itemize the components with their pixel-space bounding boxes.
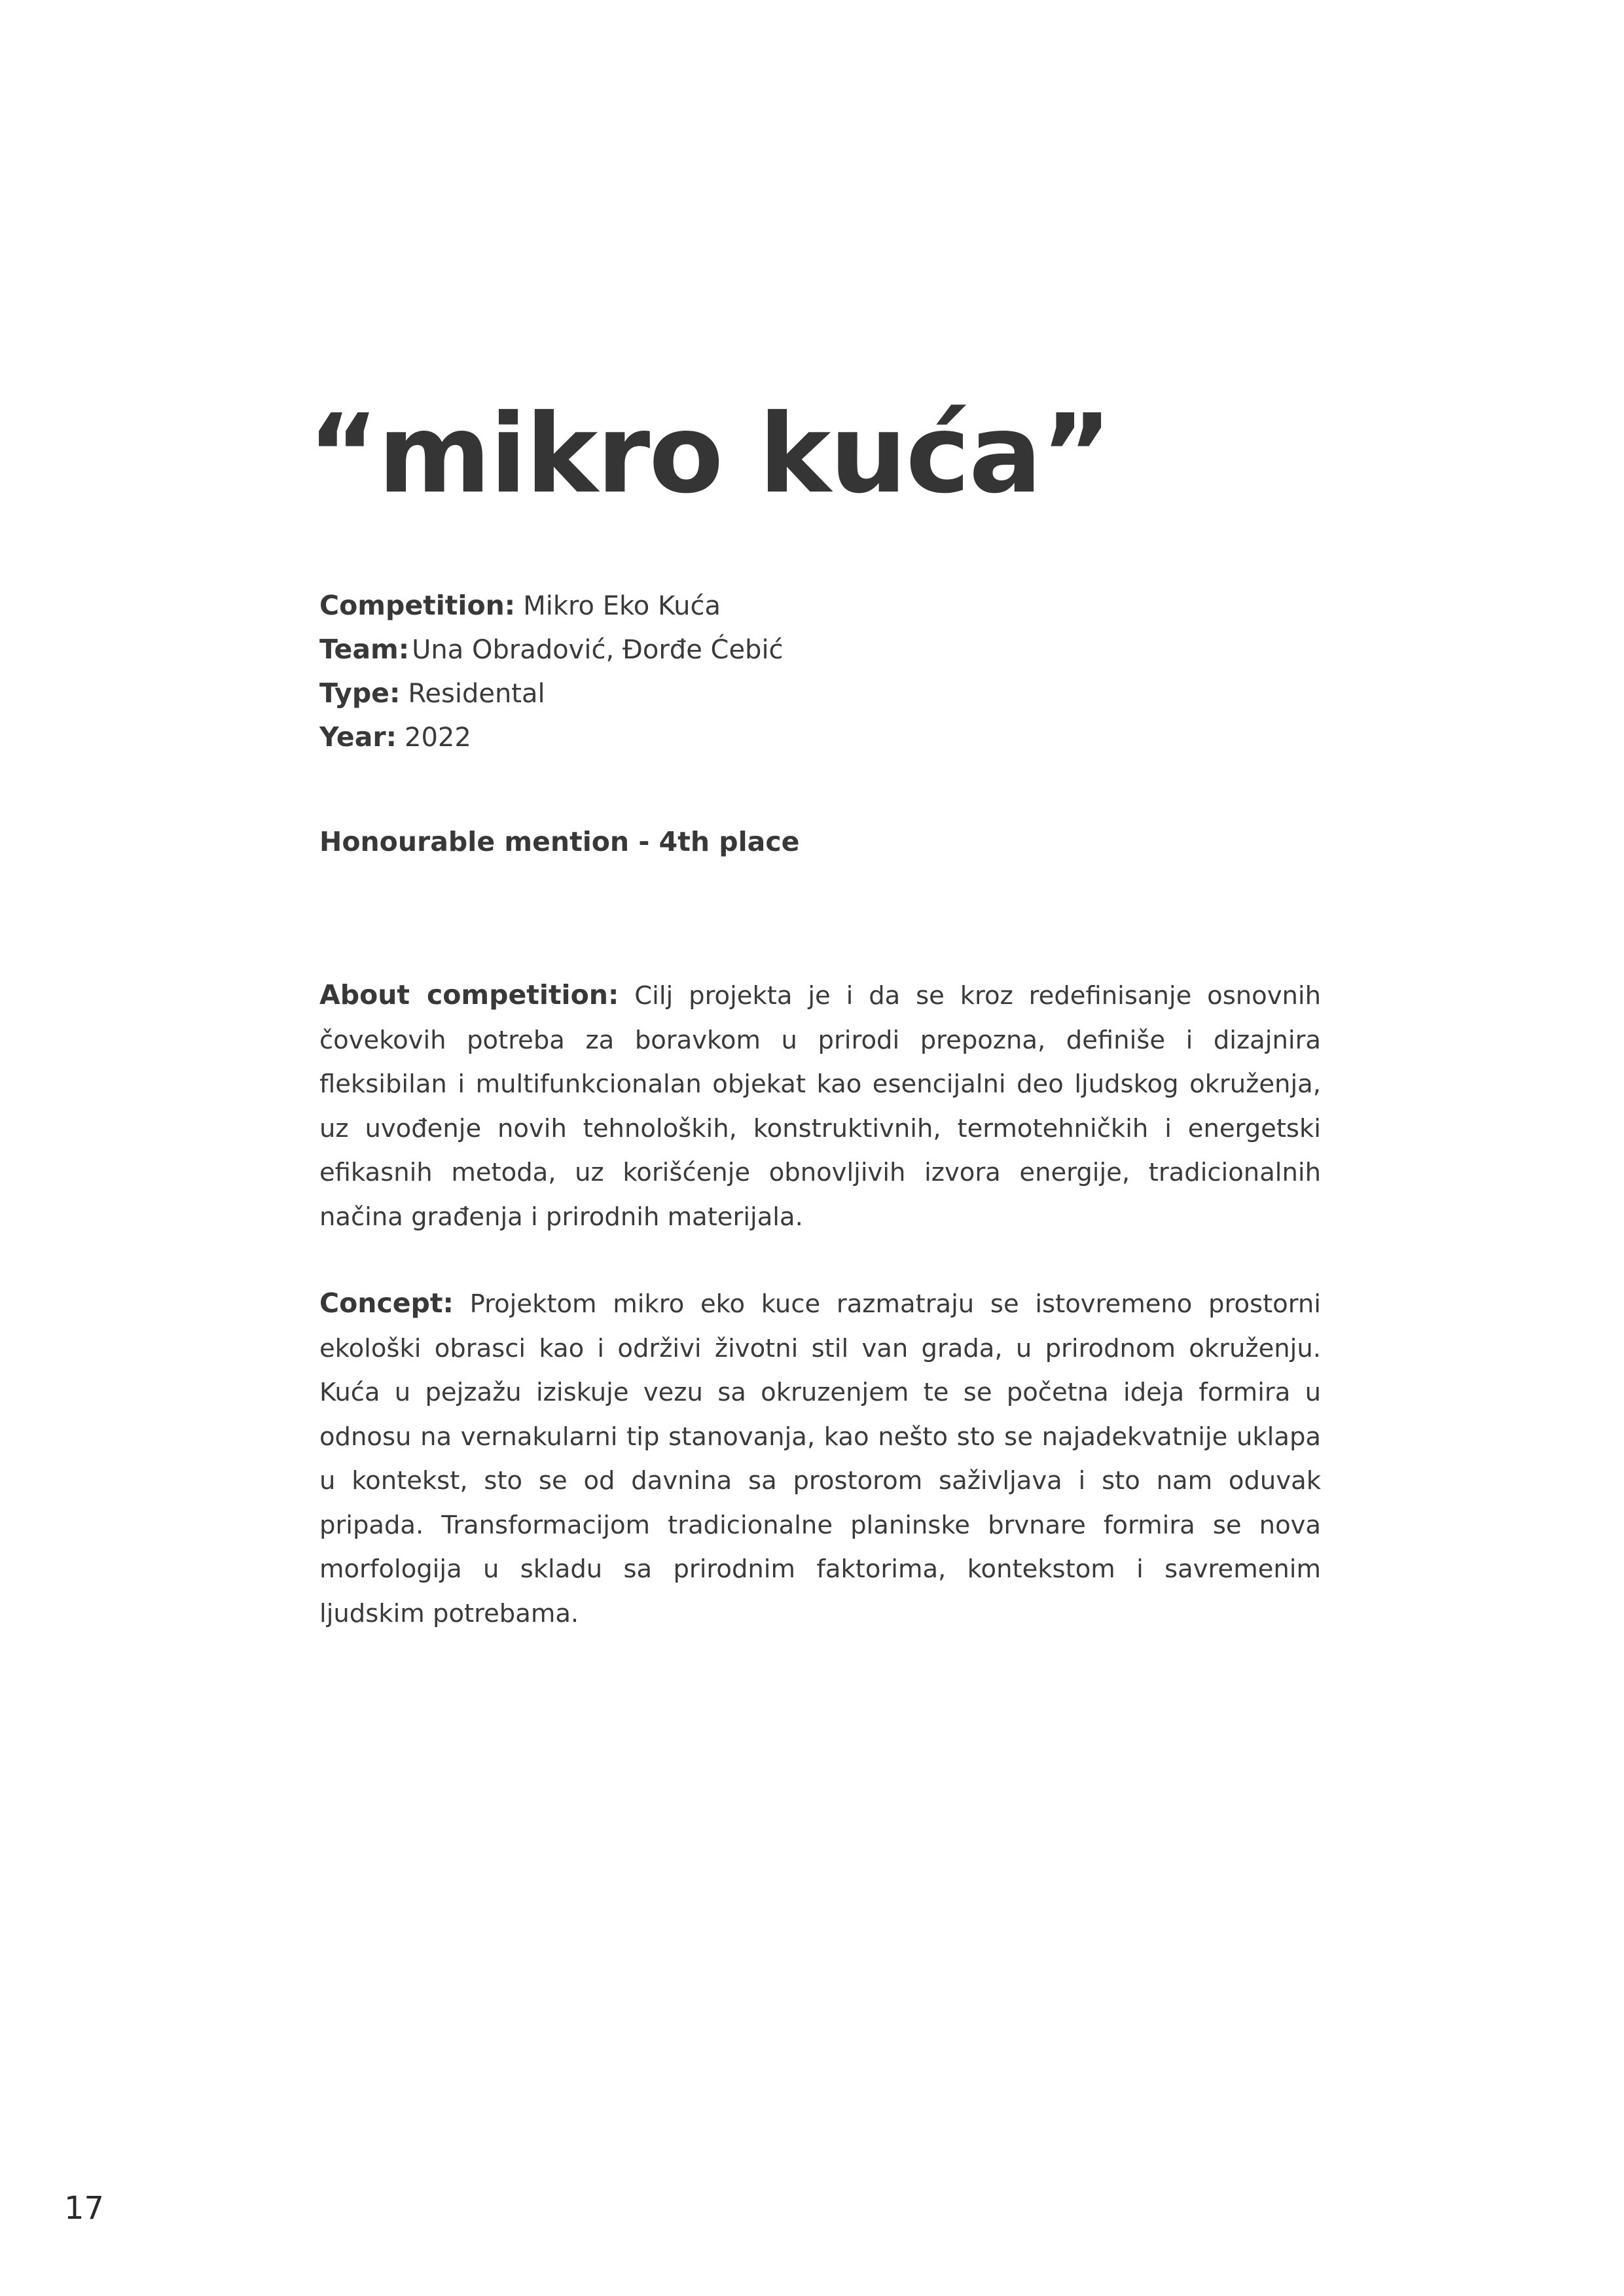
award-text: Honourable mention - 4th place [319,826,800,857]
competition-value: Mikro Eko Kuća [523,591,721,621]
concept-label: Concept: [319,1287,454,1319]
concept-text: Projektom mikro eko kuce razmatraju se istovremeno prostorni ekološki obrasci kao i održivi životni stil van grada, u prirodnom okruženju. Kuća u pejzažu iziskuje vezu sa okruzenjem te se početna ideja formira u odnosu na vernakularni tip stanovanja, kao nešto sto se najadekvatnije uklapa u kontekst, sto se od davnina sa prostorom saživljava i sto nam oduvak pripada. Transformacijom tradicionalne planinske brvnare formira se nova morfologija u skladu sa prirodnim faktorima, kontekstom i savremenim ljudskim potrebama. [319,1289,1321,1628]
meta-year [319,715,1367,759]
project-meta [319,584,1367,759]
about-competition-label: About competition: [319,979,619,1011]
about-competition-paragraph [319,973,1321,1239]
team-label: Team: [319,634,410,665]
meta-type [319,672,1367,715]
competition-label: Competition: [319,590,516,621]
team-value: Una Obradović, Đorđe Ćebić [412,635,784,665]
page-title: “mikro kuća” [308,391,1111,518]
about-competition-text: Cilj projekta je i da se kroz redefinisanje osnovnih čovekovih potreba za boravkom u prirodi prepozna, definiše i dizajnira fleksibilan i multifunkcionalan objekat kao esencijalni deo ljudskog okruženja, uz uvođenje novih tehnoloških, konstruktivnih, termotehničkih i energetski efikasnih metoda, uz korišćenje obnovljivih izvora energije, tradicionalnih načina građenja i prirodnih materijala. [319,981,1321,1232]
meta-team [319,628,1367,672]
page-number: 17 [64,2190,105,2227]
year-value: 2022 [405,723,471,753]
type-label: Type: [319,677,401,709]
concept-paragraph [319,1282,1321,1636]
meta-competition [319,584,1367,628]
type-value: Residental [408,679,545,709]
year-label: Year: [319,721,397,753]
